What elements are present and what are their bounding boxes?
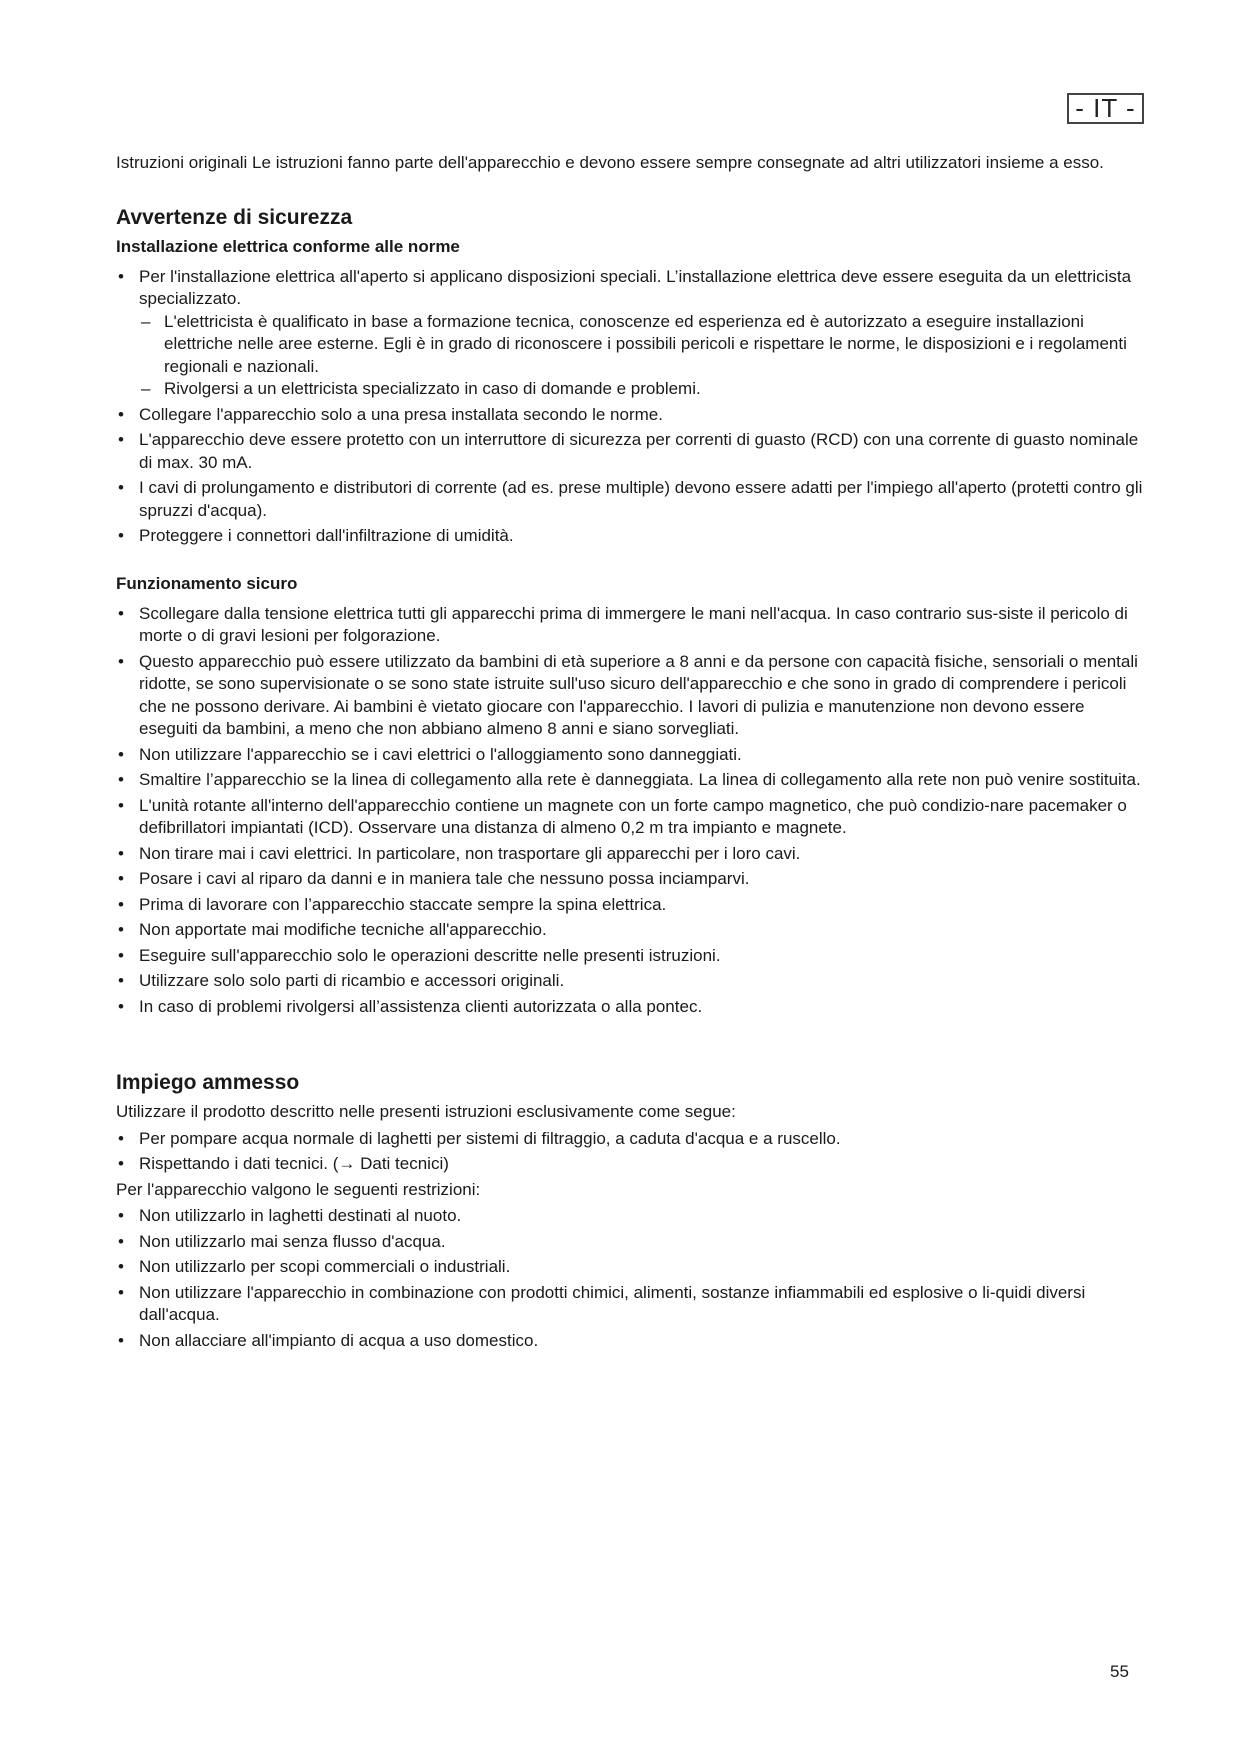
usage-section (116, 1070, 1146, 1352)
electrical-sublist (139, 311, 1146, 401)
list-item: • Posare i cavi al riparo da danni e in maniera tale che nessuno possa inciamparvi. (116, 868, 1146, 891)
list-item-text: Per l'installazione elettrica all'aperto si applicano disposizioni speciali. L’installazione elettrica deve essere eseguita da un elettricista specializzato. (139, 266, 1132, 308)
list-item: • Utilizzare solo solo parti di ricambio e accessori originali. (116, 970, 1146, 993)
list-item: • Non utilizzare l'apparecchio in combinazione con prodotti chimici, alimenti, sostanze infiammabili ed esplosive o li-quidi diversi dall'acqua. (116, 1282, 1146, 1327)
list-item (116, 266, 1146, 401)
safety-title: Avvertenze di sicurezza (116, 205, 353, 229)
restrictions-list (116, 1205, 1146, 1352)
usage-lead: Utilizzare il prodotto descritto nelle presenti istruzioni esclusivamente come segue: (116, 1102, 736, 1121)
operation-list (116, 603, 1146, 1019)
list-item: • Per pompare acqua normale di laghetti per sistemi di filtraggio, a caduta d'acqua e a ruscello. (116, 1128, 1146, 1151)
sub-list-item: – L'elettricista è qualificato in base a formazione tecnica, conoscenze ed esperienza ed è autorizzato a eseguire installazioni elettriche nelle aree esterne. Egli è in grado di riconoscere i possibili pericoli e rispettare le norme, le disposizioni e i regolamenti regionali e nazionali. (139, 311, 1146, 379)
language-badge: - IT - (1067, 93, 1144, 124)
list-item: • Non utilizzarlo mai senza flusso d'acqua. (116, 1231, 1146, 1254)
intro-paragraph: Istruzioni originali Le istruzioni fanno parte dell'apparecchio e devono essere sempre consegnate ad altri utilizzatori insieme a esso. (116, 153, 1104, 172)
list-item: • Non utilizzarlo in laghetti destinati al nuoto. (116, 1205, 1146, 1228)
restrictions-lead: Per l'apparecchio valgono le seguenti restrizioni: (116, 1179, 481, 1199)
allowed-list (116, 1128, 1146, 1176)
list-item: • Scollegare dalla tensione elettrica tutti gli apparecchi prima di immergere le mani nell'acqua. In caso contrario sus-siste il pericolo di morte o di gravi lesioni per folgorazione. (116, 603, 1146, 648)
list-item: • Non utilizzarlo per scopi commerciali o industriali. (116, 1256, 1146, 1279)
page-number: 55 (1110, 1662, 1129, 1681)
usage-title: Impiego ammesso (116, 1071, 300, 1094)
list-item: • Non tirare mai i cavi elettrici. In particolare, non trasportare gli apparecchi per i loro cavi. (116, 843, 1146, 866)
page-content (116, 152, 1146, 1355)
list-item: • L'unità rotante all'interno dell'apparecchio contiene un magnete con un forte campo magnetico, che può condizio-nare pacemaker o defibrillatori impiantati (ICD). Osservare una distanza di almeno 0,2 m tra impianto e magnete. (116, 795, 1146, 840)
list-item: • Smaltire l’apparecchio se la linea di collegamento alla rete è danneggiata. La linea di collegamento alla rete non può venire sostituita. (116, 769, 1146, 792)
list-item: • Proteggere i connettori dall'infiltrazione di umidità. (116, 525, 1146, 548)
list-item: • Collegare l'apparecchio solo a una presa installata secondo le norme. (116, 404, 1146, 427)
list-item: • Non allacciare all'impianto di acqua a uso domestico. (116, 1330, 1146, 1353)
electrical-list (116, 266, 1146, 548)
electrical-subtitle: Installazione elettrica conforme alle norme (116, 236, 460, 256)
list-item: • Non apportate mai modifiche tecniche all'apparecchio. (116, 919, 1146, 942)
list-item: • Questo apparecchio può essere utilizzato da bambini di età superiore a 8 anni e da persone con capacità fisiche, sensoriali o mentali ridotte, se sono supervisionate o se sono state istruite sull'uso sicuro dell'apparecchio e che sono in grado di comprendere i pericoli che ne possono derivare. Ai bambini è vietato giocare con l'apparecchio. I lavori di pulizia e manutenzione non devono essere eseguiti da bambini, a meno che non abbiano almeno 8 anni e siano sorvegliati. (116, 651, 1146, 741)
list-item: • L'apparecchio deve essere protetto con un interruttore di sicurezza per correnti di guasto (RCD) con una corrente di guasto nominale di max. 30 mA. (116, 429, 1146, 474)
safety-section (116, 205, 1146, 1019)
list-item: • Prima di lavorare con l’apparecchio staccate sempre la spina elettrica. (116, 894, 1146, 917)
operation-subtitle: Funzionamento sicuro (116, 573, 298, 593)
list-item: • I cavi di prolungamento e distributori di corrente (ad es. prese multiple) devono essere adatti per l'impiego all'aperto (protetti contro gli spruzzi d'acqua). (116, 477, 1146, 522)
list-item: • Rispettando i dati tecnici. (→ Dati tecnici) (116, 1153, 1146, 1176)
list-item: • Non utilizzare l'apparecchio se i cavi elettrici o l'alloggiamento sono danneggiati. (116, 744, 1146, 767)
list-item: • Eseguire sull'apparecchio solo le operazioni descritte nelle presenti istruzioni. (116, 945, 1146, 968)
list-item: • In caso di problemi rivolgersi all’assistenza clienti autorizzata o alla pontec. (116, 996, 1146, 1019)
sub-list-item: – Rivolgersi a un elettricista specializzato in caso di domande e problemi. (139, 378, 1146, 401)
